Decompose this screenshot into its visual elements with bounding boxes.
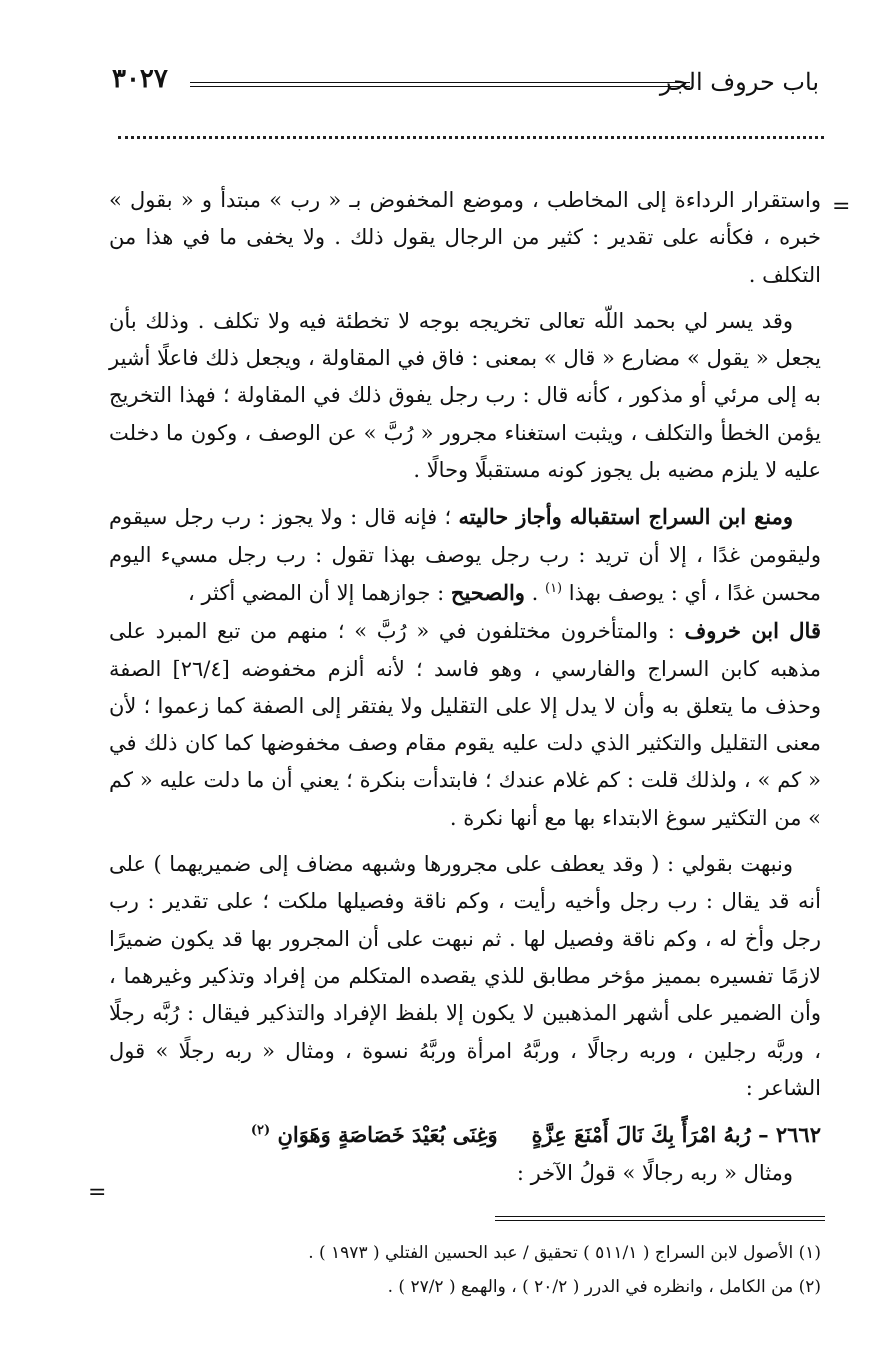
paragraph-2: وقد يسر لي بحمد اللّه تعالى تخريجه بوجه لا تخطئة فيه ولا تكلف . وذلك بأن يجعل « يقول » مضارع « قال » بمعنى : فاق في المقاولة ، ويجعل ذلك فاعلًا أشير به إلى مرئي أو مذكور ، كأنه قال : رب رجل يفوق ذلك في المقاولة ؛ فهذا التخريج يؤمن الخطأ والتكلف ، ويثبت استغناء مجرور « رُبَّ » عن الوصف ، وكون ما دخلت عليه لا يلزم مضيه بل يجوز كونه مستقبلًا وحالًا .	[109, 308, 821, 483]
footnote-2: (٢) من الكامل ، وانظره في الدرر ( ٢٠/٢ ) ، والهمع ( ٢٧/٢ ) .	[387, 1277, 821, 1297]
continuation-mark-bottom: =	[88, 1180, 107, 1205]
main-text	[109, 182, 821, 1202]
paragraph-3	[109, 498, 821, 837]
page-number: ٣٠٢٧	[112, 64, 168, 94]
verse-hemistich-1: رُبهُ امْرَأً بِكَ نَالَ أَمْنَعَ عِزَّةٍ	[531, 1122, 751, 1148]
footnote-1: (١) الأصول لابن السراج ( ٥١١/١ ) تحقيق / عبد الحسين الفتلي ( ١٩٧٣ ) .	[308, 1243, 821, 1263]
paragraph-1: واستقرار الرداءة إلى المخاطب ، وموضع المخفوض بـ « رب » مبتدأ و « بقول » خبره ، فكأنه على تقدير : كثير من الرجال يقول ذلك . ولا يخفى ما في هذا من التكلف .	[109, 188, 821, 287]
verse-number: ٢٦٦٢ –	[758, 1122, 821, 1148]
header-double-rule	[190, 82, 690, 87]
verse-hemistich-2: وَغِنَى بُعَيْدَ خَصَاصَةٍ وَهَوَانِ	[277, 1122, 498, 1148]
paragraph-3-text-c: : جوازهما إلا أن المضي أكثر ،	[187, 580, 451, 605]
bold-phrase-sahih: والصحيح	[450, 579, 525, 605]
continuation-mark-top: =	[832, 194, 851, 219]
footnote-ref-2[interactable]: (٢)	[250, 1123, 271, 1139]
footnote-rule	[495, 1216, 825, 1221]
paragraph-4-text: : والمتأخرون مختلفون في « رُبَّ » ؛ منهم من تبع المبرد على مذهبه كابن السراج والفارسي ، وهو فاسد ؛ لأنه ألزم مخفوضه [٢٦/٤] الصفة وحذف ما يتعلق به وأن لا يدل إلا على التقليل ولا يفتقر إلى الصفة كما زعموا ؛ لأن معنى التقليل والتكثير الذي دلت عليه يقوم مقام وصف مخفوضها كما كان ذلك في « كم » ، ولذلك قلت : كم غلام عندك ؛ فابتدأت بنكرة ؛ يعني أن ما دلت عليه « كم » من التكثير سوغ الابتداء بها مع أنها نكرة .	[109, 619, 821, 830]
paragraph-5: ونبهت بقولي : ( وقد يعطف على مجرورها وشبهه مضاف إلى ضميريهما ) على أنه قد يقال : رب رجل وأخيه رأيت ، وكم ناقة وفصيلها ملكت ؛ على تقدير : رب رجل وأخ له ، وكم ناقة وفصيل لها . ثم نبهت على أن المجرور بها قد يكون ضميرًا لازمًا تفسيره بمميز مؤخر مطابق للذي يقصده المتكلم من إفراد وتذكير وغيرهما ، وأن الضمير على أشهر المذهبين لا يكون إلا بلفظ الإفراد والتذكير فيقال : رُبَّه رجلًا ، وربَّه رجلين ، وربه رجالًا ، وربَّهُ امرأة وربَّهُ نسوة ، ومثال « ربه رجلًا » قول الشاعر :	[109, 852, 821, 1100]
bold-phrase-ibn-kharuf: قال ابن خروف	[684, 618, 821, 644]
poetry-verse	[109, 1116, 821, 1153]
footnote-ref-1[interactable]: (١)	[544, 580, 563, 596]
paragraph-6: ومثال « ربه رجالًا » قولُ الآخر :	[516, 1161, 793, 1186]
paragraph-3-text-b: .	[524, 580, 545, 605]
bold-phrase: ومنع ابن السراج استقباله وأجاز حاليته	[458, 504, 793, 530]
footnotes	[109, 1236, 821, 1304]
running-header-title: باب حروف الجر	[659, 68, 819, 96]
dotted-separator	[118, 136, 824, 139]
paragraph-3-text-a: ؛ فإنه قال : ولا يجوز : رب رجل سيقوم وليقومن غدًا ، إلا أن تريد : رب رجل يوصف بهذا تقول : رب رجل مسيء اليوم محسن غدًا ، أي : يوصف بهذا	[109, 505, 821, 605]
